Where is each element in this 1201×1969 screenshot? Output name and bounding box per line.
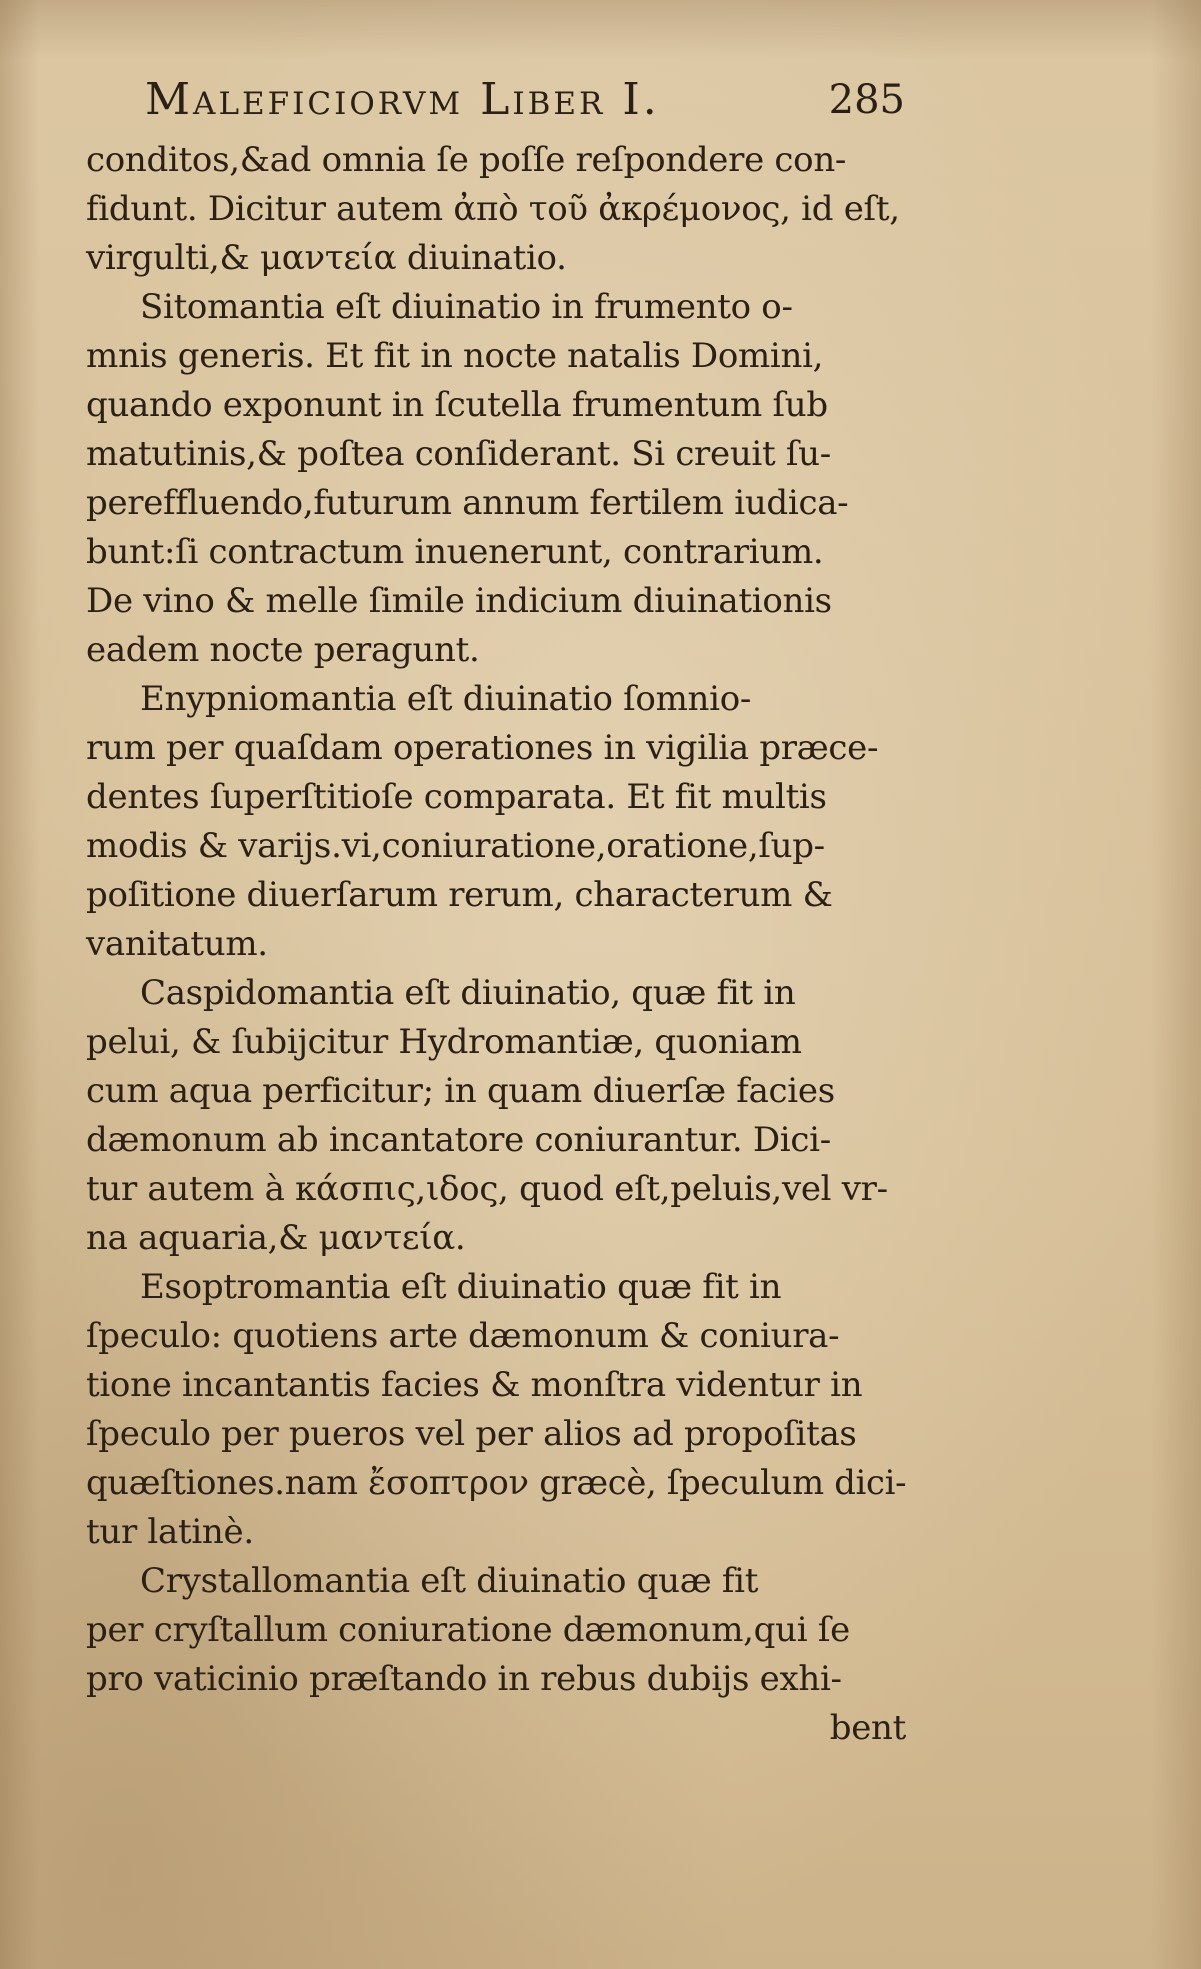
text-line: mnis generis. Et fit in nocte natalis Domini,: [86, 336, 824, 376]
page-edge-shading-top: [0, 0, 1201, 60]
text-line: na aquaria,& μαντεία.: [86, 1218, 466, 1258]
text-line: dentes ſuperſtitioſe comparata. Et fit multis: [86, 777, 827, 817]
text-line: Sitomantia eſt diuinatio in frumento o-: [140, 287, 793, 327]
text-line: ſpeculo: quotiens arte dæmonum & coniura-: [86, 1316, 840, 1356]
text-line: Enypniomantia eſt diuinatio ſomnio-: [140, 679, 752, 719]
text-line: virgulti,& μαντεία diuinatio.: [86, 238, 567, 278]
text-line: poſitione diuerſarum rerum, characterum &: [86, 875, 833, 915]
text-line: dæmonum ab incantatore coniurantur. Dici-: [86, 1120, 831, 1160]
text-line: Esoptromantia eſt diuinatio quæ fit in: [140, 1267, 782, 1307]
catchword: bent: [829, 1708, 906, 1748]
text-line: pereffluendo,futurum annum fertilem iudica-: [86, 483, 849, 523]
text-line: bunt:ſi contractum inuenerunt, contrarium.: [86, 532, 824, 572]
text-line: matutinis,& poſtea conſiderant. Si creuit ſu-: [86, 434, 831, 474]
text-line: tur latinè.: [86, 1512, 254, 1552]
text-line: tione incantantis facies & monſtra videntur in: [86, 1365, 863, 1405]
text-line: per cryſtallum coniuratione dæmonum,qui ſe: [86, 1610, 850, 1650]
page-number: 285: [828, 77, 905, 123]
text-line: fidunt. Dicitur autem ἀπὸ τοῦ ἀκρέμονος, id eſt,: [86, 189, 900, 229]
text-line: conditos,&ad omnia ſe poſſe reſpondere con-: [86, 140, 847, 180]
text-line: De vino & melle ſimile indicium diuinationis: [86, 581, 832, 621]
text-line: Caspidomantia eſt diuinatio, quæ fit in: [140, 973, 796, 1013]
text-line: modis & varijs.vi,coniuratione,oratione,ſup-: [86, 826, 825, 866]
running-title: Maleficiorvm Liber I.: [145, 74, 660, 125]
text-line: rum per quaſdam operationes in vigilia præce-: [86, 728, 879, 768]
page-edge-shading-right: [1150, 0, 1201, 1969]
page-edge-shading-left: [0, 0, 40, 1969]
text-line: pro vaticinio præſtando in rebus dubijs exhi-: [86, 1659, 842, 1699]
text-line: eadem nocte peragunt.: [86, 630, 480, 670]
text-line: quæſtiones.nam ἔσοπτρον græcè, ſpeculum dici-: [86, 1463, 907, 1503]
text-line: Crystallomantia eſt diuinatio quæ fit: [140, 1561, 759, 1601]
text-line: ſpeculo per pueros vel per alios ad propoſitas: [86, 1414, 857, 1454]
text-line: quando exponunt in ſcutella frumentum ſub: [86, 385, 828, 425]
text-line: cum aqua perficitur; in quam diuerſæ facies: [86, 1071, 835, 1111]
text-line: pelui, & ſubijcitur Hydromantiæ, quoniam: [86, 1022, 802, 1062]
running-head: [145, 70, 905, 130]
text-line: vanitatum.: [86, 924, 268, 964]
text-line: tur autem à κάσπις,ιδος, quod eſt,peluis,vel vr-: [86, 1169, 888, 1209]
